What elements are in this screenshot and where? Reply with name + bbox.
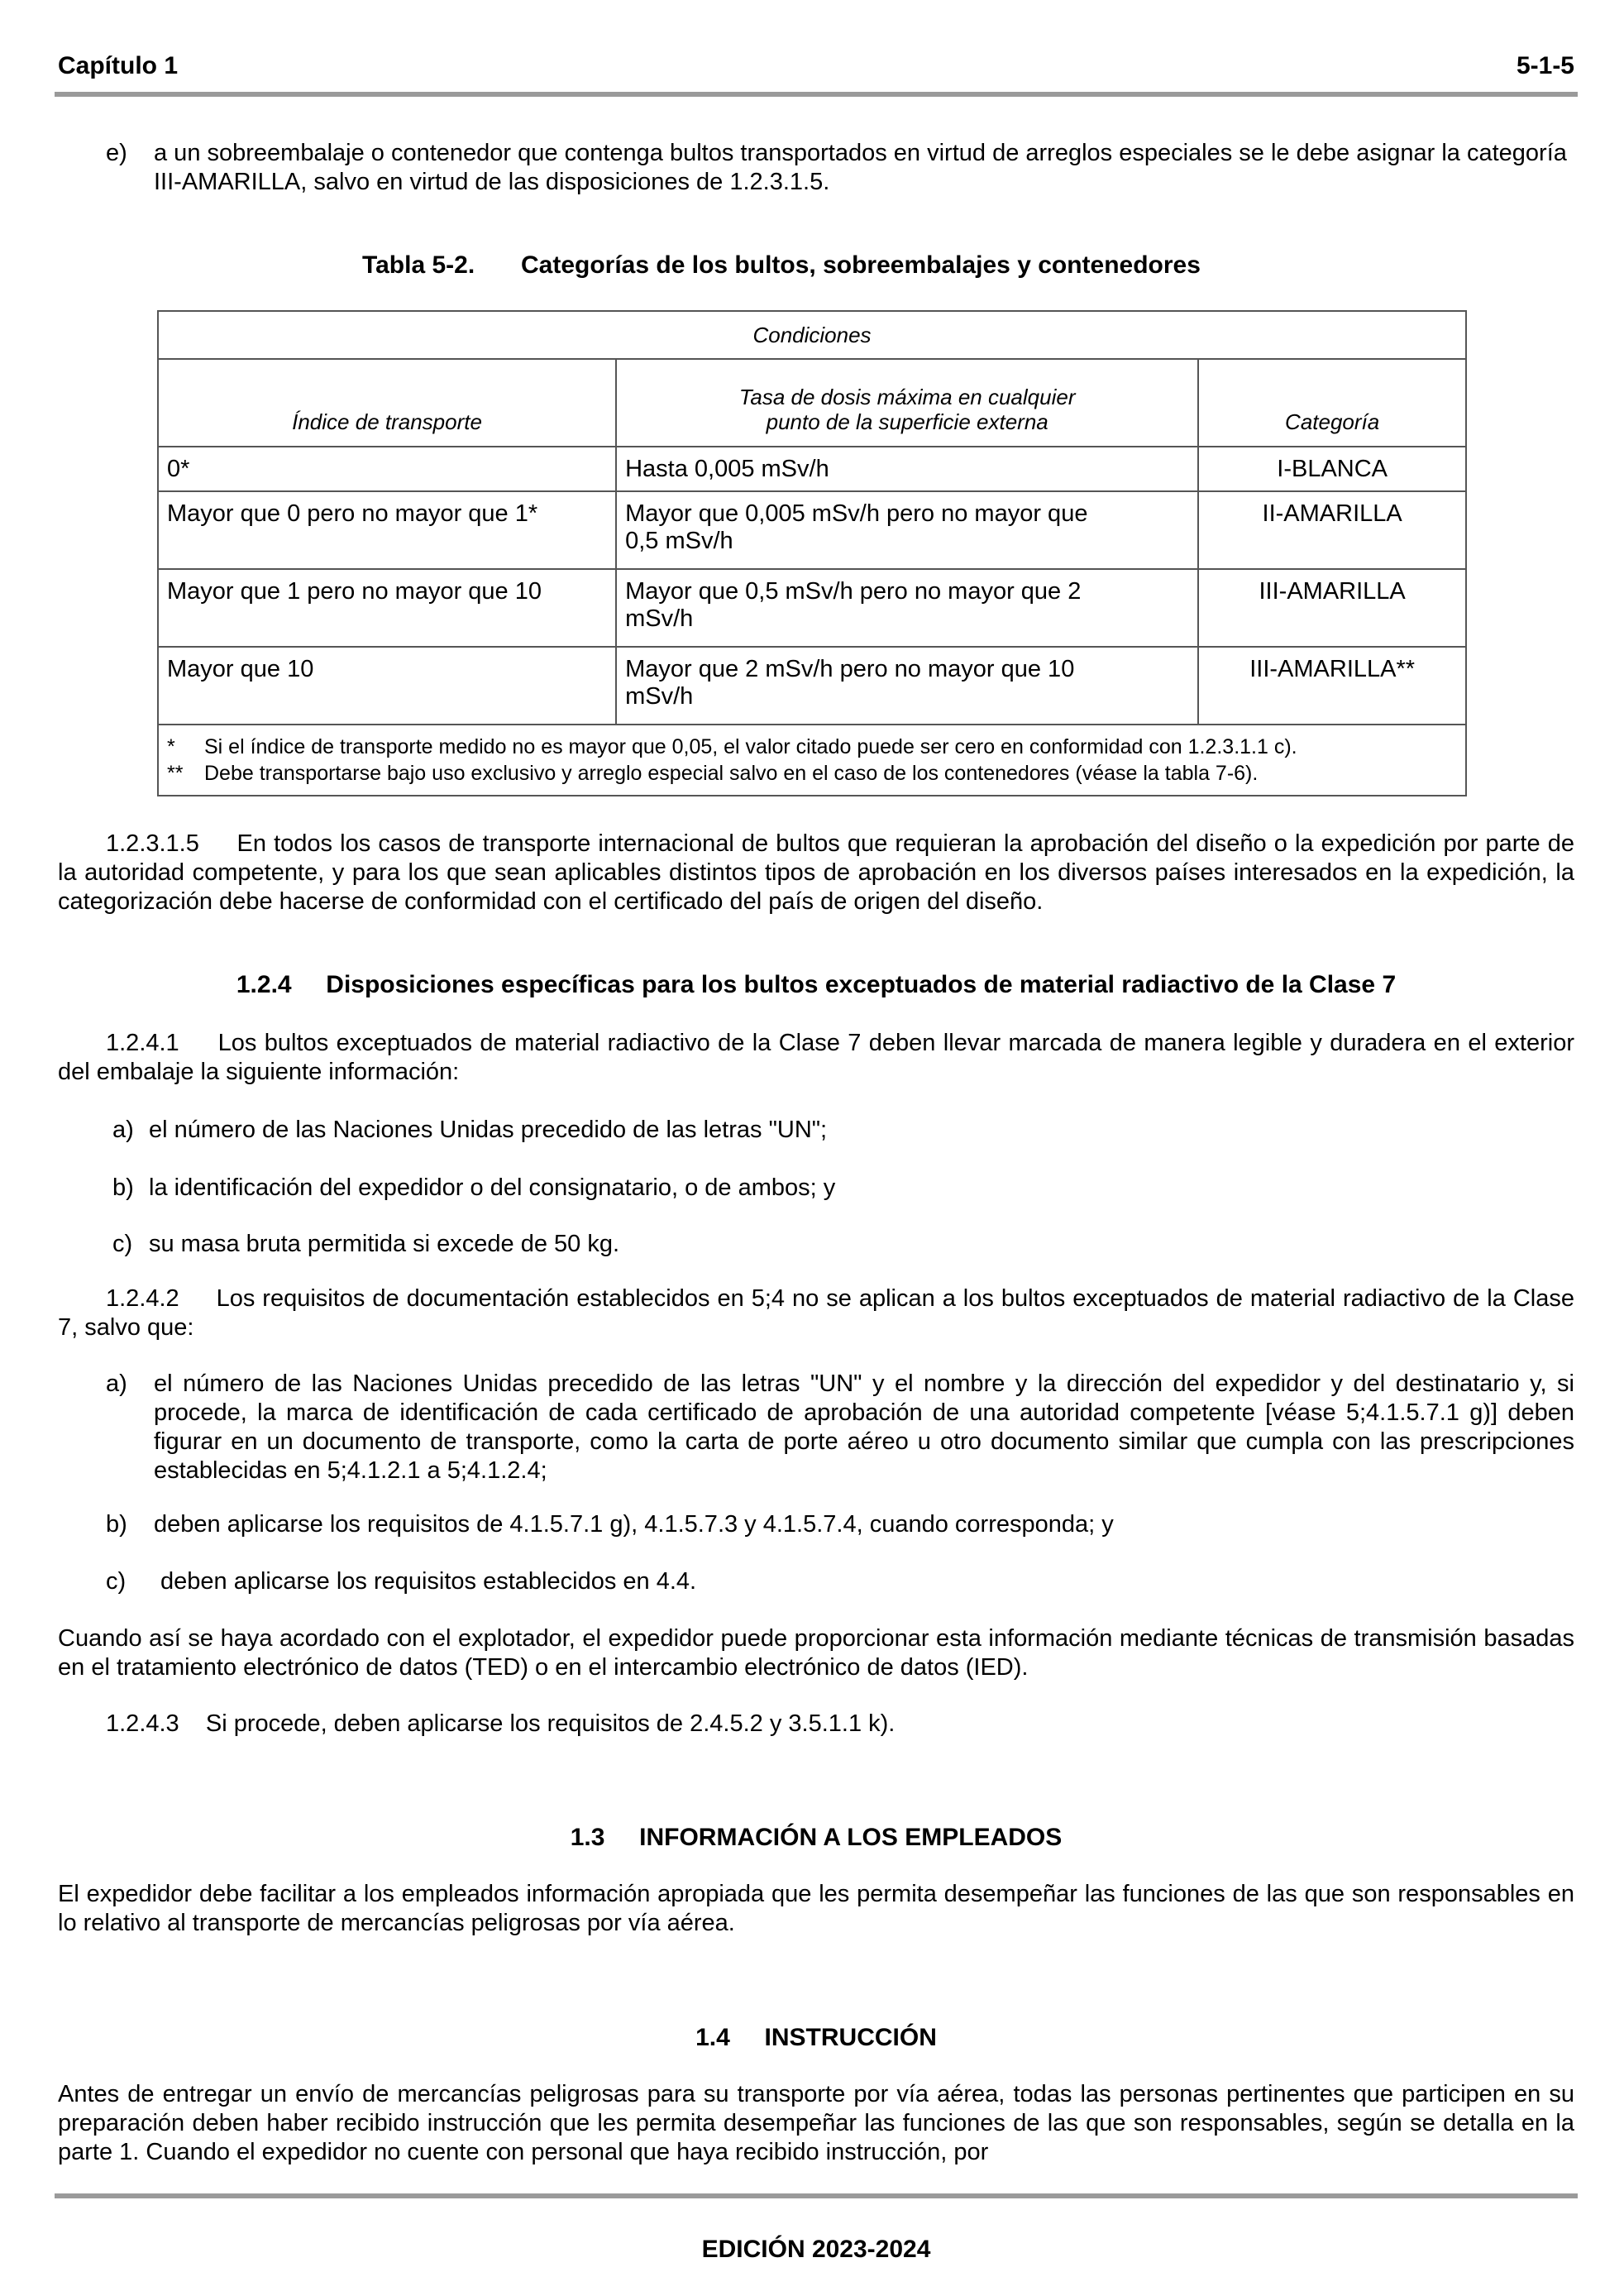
- cell-category: III-AMARILLA**: [1198, 647, 1466, 725]
- list-item: c) deben aplicarse los requisitos establecidos en 4.4.: [106, 1568, 697, 1595]
- list-text: a un sobreembalaje o contenedor que contenga bultos transportados en virtud de arreglos especiales se le debe asignar la categoría III-AMARILLA, salvo en virtud de las disposiciones de 1.2.3.1.5.: [154, 140, 1567, 195]
- list-item: c) su masa bruta permitida si excede de 50 kg.: [112, 1231, 620, 1257]
- section-heading-1-4: 1.4 INSTRUCCIÓN: [695, 2024, 937, 2051]
- footer-rule: [55, 2193, 1578, 2198]
- cell-index: 0*: [158, 447, 616, 491]
- paragraph-number: 1.2.4.3: [106, 1710, 179, 1737]
- page-number: 5-1-5: [1516, 52, 1574, 79]
- list-label: e): [106, 140, 127, 166]
- column-header-dose: Tasa de dosis máxima en cualquier punto de la superficie externa: [616, 359, 1198, 447]
- cell-dose: Hasta 0,005 mSv/h: [616, 447, 1198, 491]
- cell-dose: Mayor que 0,5 mSv/h pero no mayor que 2 mSv/h: [616, 569, 1198, 647]
- cell-index: Mayor que 10: [158, 647, 616, 725]
- list-item: b) la identificación del expedidor o del consignatario, o de ambos; y: [112, 1174, 836, 1201]
- table-note: * Si el índice de transporte medido no es mayor que 0,05, el valor citado puede ser cero en conformidad con 1.2.3.1.1 c).: [167, 735, 1297, 758]
- paragraph-after-list: Cuando así se haya acordado con el explotador, el expedidor puede proporcionar esta información mediante técnicas de transmisión basadas en el tratamiento electrónico de datos (TED) o en el intercambio electrónico de datos (IED).: [58, 1625, 1574, 1681]
- list-item: b) deben aplicarse los requisitos de 4.1.5.7.1 g), 4.1.5.7.3 y 4.1.5.7.4, cuando corresponda; y: [106, 1511, 1114, 1538]
- paragraph-text: Los requisitos de documentación establecidos en 5;4 no se aplican a los bultos exceptuados de material radiactivo de la Clase 7, salvo que:: [58, 1285, 1574, 1341]
- chapter-label: Capítulo 1: [58, 52, 179, 79]
- paragraph-1-2-4-2: [58, 1284, 1574, 1342]
- paragraph-1-4: Antes de entregar un envío de mercancías peligrosas para su transporte por vía aérea, todas las personas pertinentes que participen en su preparación deben haber recibido instrucción que les permita desempeñar las funciones de las que son responsables, según se detalla en la parte 1. Cuando el expedidor no cuente con personal que haya recibido instrucción, por: [58, 2081, 1574, 2165]
- paragraph-text: Si procede, deben aplicarse los requisitos de 2.4.5.2 y 3.5.1.1 k).: [205, 1710, 896, 1737]
- cell-dose: Mayor que 2 mSv/h pero no mayor que 10 mSv/h: [616, 647, 1198, 725]
- document-page: [58, 0, 1574, 2296]
- paragraph-text: Los bultos exceptuados de material radiactivo de la Clase 7 deben llevar marcada de manera legible y duradera en el exterior del embalaje la siguiente información:: [58, 1030, 1574, 1085]
- header-rule: [55, 92, 1578, 97]
- cell-index: Mayor que 0 pero no mayor que 1*: [158, 491, 616, 569]
- conditions-header: Condiciones: [158, 311, 1466, 359]
- column-header-index: Índice de transporte: [158, 359, 616, 447]
- paragraph-number: 1.2.4.2: [106, 1285, 179, 1312]
- categories-table: [157, 310, 1467, 796]
- cell-category: I-BLANCA: [1198, 447, 1466, 491]
- table-row: [158, 447, 1466, 491]
- section-heading-1-2-4: 1.2.4 Disposiciones específicas para los bultos exceptuados de material radiactivo de la Clase 7: [236, 971, 1397, 998]
- table-notes: [158, 725, 1466, 796]
- section-heading-1-3: 1.3 INFORMACIÓN A LOS EMPLEADOS: [570, 1824, 1063, 1851]
- table-row: [158, 647, 1466, 725]
- paragraph-1-2-3-1-5: [58, 830, 1574, 916]
- paragraph-1-2-4-1: [58, 1029, 1574, 1087]
- paragraph-number: 1.2.4.1: [106, 1030, 179, 1056]
- page-header: [58, 51, 1574, 84]
- table-row: [158, 569, 1466, 647]
- cell-dose: Mayor que 0,005 mSv/h pero no mayor que 0,5 mSv/h: [616, 491, 1198, 569]
- paragraph-1-3: El expedidor debe facilitar a los empleados información apropiada que les permita desempeñar las funciones de las que son responsables en lo relativo al transporte de mercancías peligrosas por vía aérea.: [58, 1881, 1574, 1936]
- column-header-category: Categoría: [1198, 359, 1466, 447]
- cell-category: II-AMARILLA: [1198, 491, 1466, 569]
- table-row: [158, 491, 1466, 569]
- paragraph-number: 1.2.3.1.5: [106, 830, 199, 857]
- list-item-e: [106, 139, 1574, 197]
- cell-index: Mayor que 1 pero no mayor que 10: [158, 569, 616, 647]
- paragraph-text: En todos los casos de transporte internacional de bultos que requieran la aprobación del diseño o la expedición por parte de la autoridad competente, y para los que sean aplicables distintos tipos de aprobación en los diversos países interesados en la expedición, la categorización debe hacerse de conformidad con el certificado del país de origen del diseño.: [58, 830, 1574, 915]
- footer-edition: EDICIÓN 2023-2024: [701, 2236, 931, 2263]
- list-item: a) el número de las Naciones Unidas precedido de las letras "UN";: [112, 1117, 828, 1143]
- cell-category: III-AMARILLA: [1198, 569, 1466, 647]
- table-number: Tabla 5-2.: [362, 251, 475, 279]
- table-caption: Categorías de los bultos, sobreembalajes y contenedores: [521, 251, 1201, 279]
- paragraph-1-2-4-3: [58, 1710, 1574, 1739]
- list-item: a) el número de las Naciones Unidas precedido de las letras "UN" y el nombre y la dirección del expedidor y del destinatario y, si procede, la marca de identificación de cada certificado de aprobación de una autoridad competente [véase 5;4.1.5.7.1 g)] deben figurar en un documento de transporte, como la carta de porte aéreo u otro documento similar que cumpla con las prescripciones establecidas en 5;4.1.2.1 a 5;4.1.2.4;: [106, 1370, 1574, 1484]
- table-note: ** Debe transportarse bajo uso exclusivo y arreglo especial salvo en el caso de los contenedores (véase la tabla 7-6).: [167, 762, 1259, 785]
